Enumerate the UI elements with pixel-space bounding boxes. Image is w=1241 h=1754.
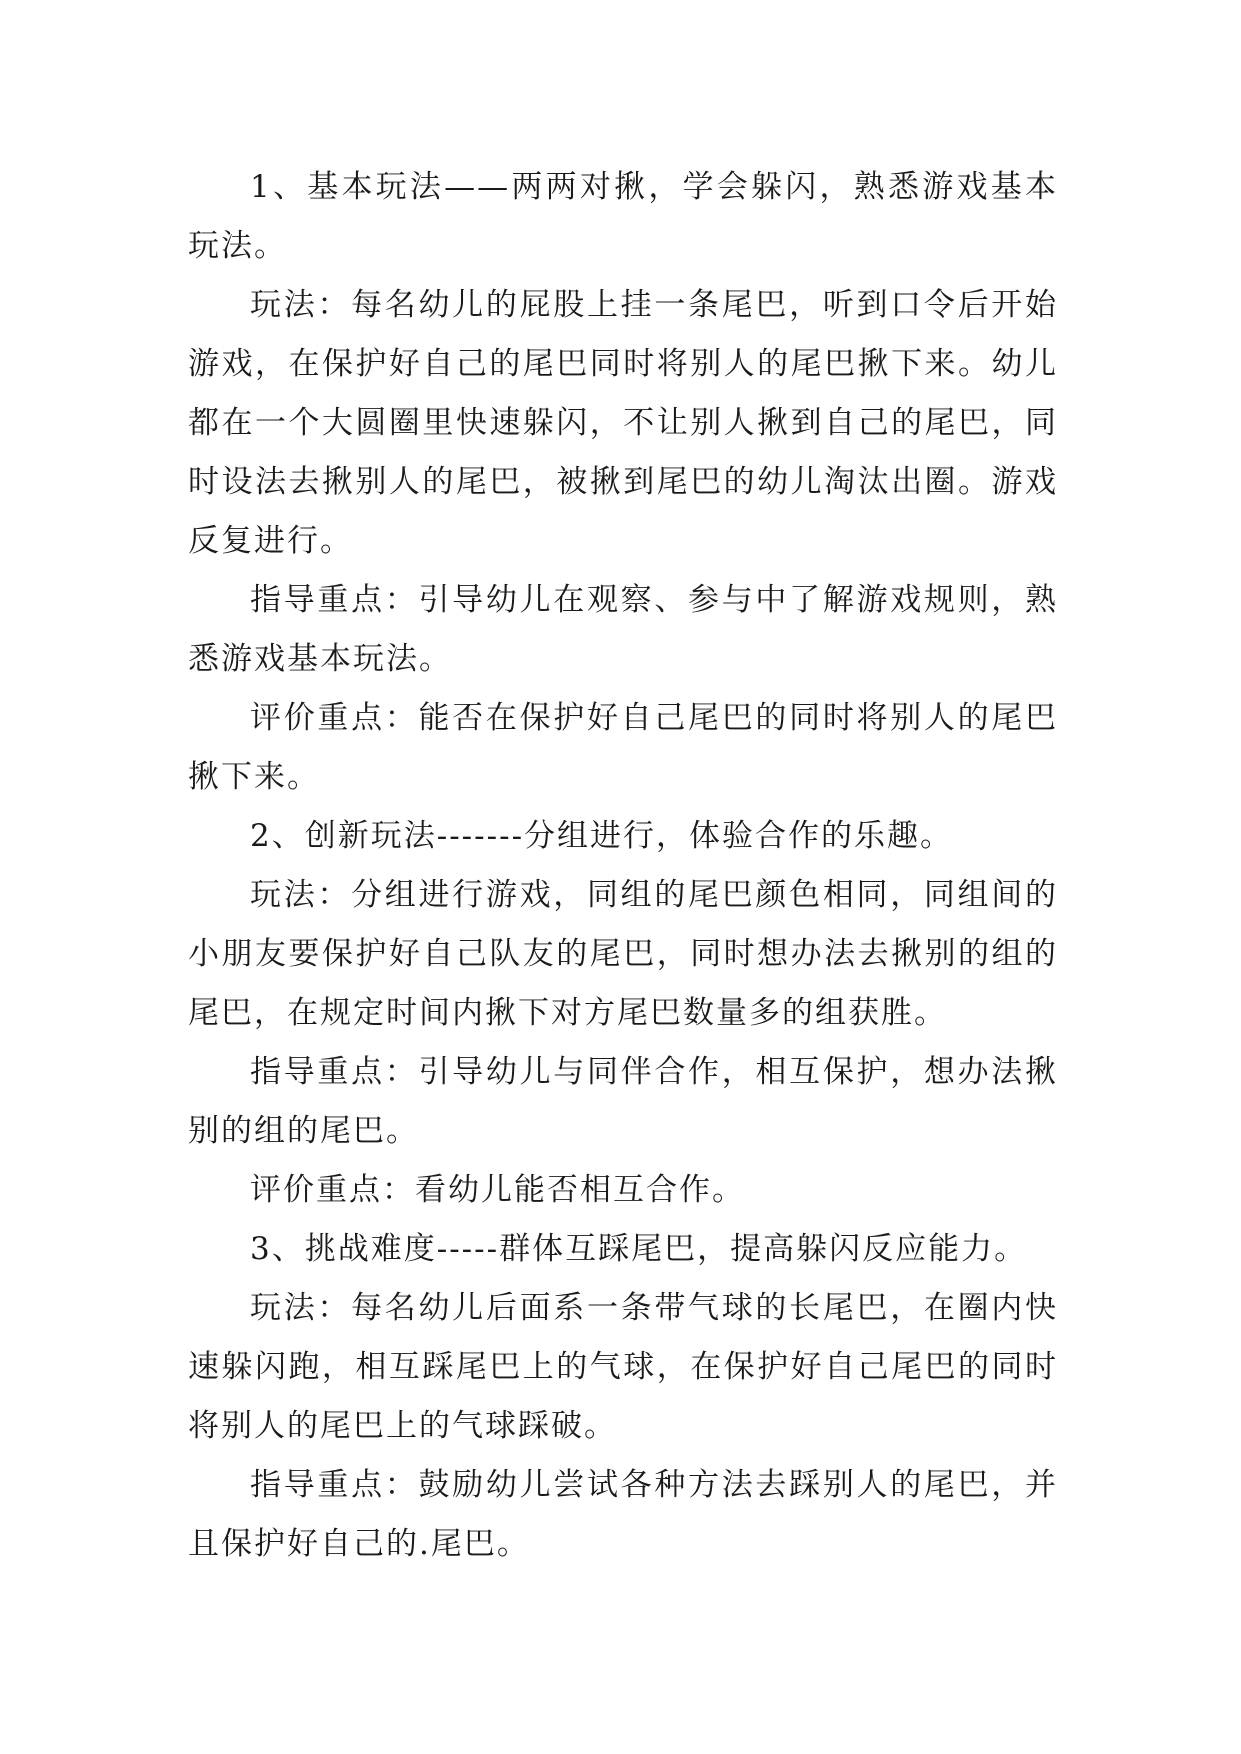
paragraph-innovative-play-evaluation: 评价重点：看幼儿能否相互合作。 — [250, 1172, 745, 1208]
paragraph-innovative-play-rules: 玩法：分组进行游戏，同组的尾巴颜色相同，同组间的小朋友要保护好自己队友的尾巴，同时想办法去揪别的组的尾巴，在规定时间内揪下对方尾巴数量多的组获胜。 — [188, 877, 1058, 1031]
paragraph-innovative-play-guidance: 指导重点：引导幼儿与同伴合作，相互保护，想办法揪别的组的尾巴。 — [188, 1054, 1058, 1149]
paragraph-challenge-rules: 玩法：每名幼儿后面系一条带气球的长尾巴，在圈内快速躲闪跑，相互踩尾巴上的气球，在保护好自己尾巴的同时将别人的尾巴上的气球踩破。 — [188, 1290, 1058, 1444]
paragraph-challenge-heading: 3、挑战难度-----群体互踩尾巴，提高躲闪反应能力。 — [250, 1231, 1028, 1267]
paragraph-basic-play-heading: 1、基本玩法——两两对揪，学会躲闪，熟悉游戏基本玩法。 — [188, 169, 1058, 264]
paragraph-innovative-play-heading: 2、创新玩法-------分组进行，体验合作的乐趣。 — [250, 818, 954, 854]
paragraph-basic-play-rules: 玩法：每名幼儿的屁股上挂一条尾巴，听到口令后开始游戏，在保护好自己的尾巴同时将别人的尾巴揪下来。幼儿都在一个大圆圈里快速躲闪，不让别人揪到自己的尾巴，同时设法去揪别人的尾巴，被揪到尾巴的幼儿淘汰出圈。游戏反复进行。 — [188, 287, 1058, 559]
paragraph-basic-play-evaluation: 评价重点：能否在保护好自己尾巴的同时将别人的尾巴揪下来。 — [188, 700, 1058, 795]
paragraph-challenge-guidance: 指导重点：鼓励幼儿尝试各种方法去踩别人的尾巴，并且保护好自己的.尾巴。 — [188, 1467, 1058, 1562]
paragraph-basic-play-guidance: 指导重点：引导幼儿在观察、参与中了解游戏规则，熟悉游戏基本玩法。 — [188, 582, 1058, 677]
document-body — [188, 158, 1058, 1574]
